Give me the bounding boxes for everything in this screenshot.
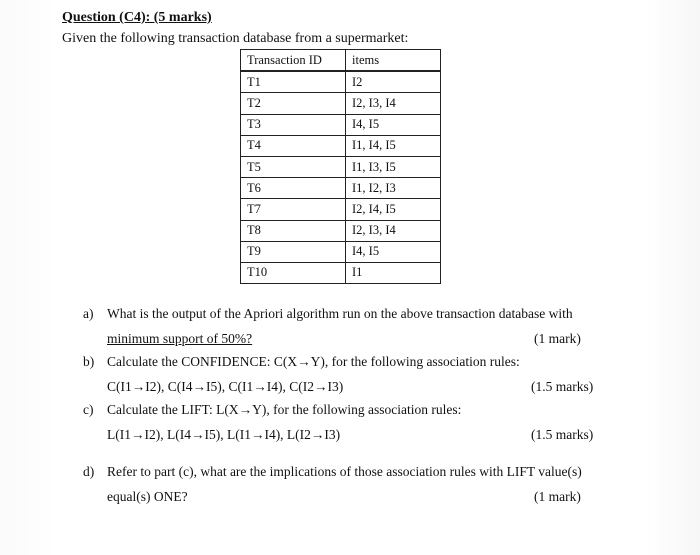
part-a-label: a) <box>83 306 94 321</box>
items-cell: I1, I3, I5 <box>346 156 441 177</box>
part-c-label: c) <box>83 402 94 417</box>
part-a-support-text: minimum support of 50%? <box>107 331 253 346</box>
question-intro: Given the following transaction database from a supermarket: <box>62 31 409 46</box>
table-row <box>241 199 441 220</box>
column-header-transaction-id: Transaction ID <box>241 50 346 72</box>
transaction-id-cell: T9 <box>241 241 346 262</box>
table-row <box>241 135 441 156</box>
part-c-question: Calculate the LIFT: L(X→Y), for the following association rules: <box>107 402 462 417</box>
part-c-rules: L(I1→I2), L(I4→I5), L(I1→I4), L(I2→I3) <box>107 427 341 442</box>
items-cell: I4, I5 <box>346 241 441 262</box>
table-row <box>241 178 441 199</box>
items-cell: I1, I4, I5 <box>346 135 441 156</box>
part-b-rules: C(I1→I2), C(I4→I5), C(I1→I4), C(I2→I3) <box>107 379 344 394</box>
table-row <box>241 71 441 93</box>
part-a-question: What is the output of the Apriori algorithm run on the above transaction database with <box>107 306 573 321</box>
items-cell: I2, I4, I5 <box>346 199 441 220</box>
transaction-table <box>240 49 441 284</box>
items-cell: I1, I2, I3 <box>346 178 441 199</box>
part-d-marks: (1 mark) <box>534 489 581 504</box>
transaction-id-cell: T6 <box>241 178 346 199</box>
transaction-id-cell: T10 <box>241 262 346 283</box>
part-c-marks: (1.5 marks) <box>531 427 594 442</box>
part-d-label: d) <box>83 464 95 479</box>
items-cell: I2, I3, I4 <box>346 220 441 241</box>
table-row <box>241 93 441 114</box>
question-heading: Question (C4): (5 marks) <box>62 10 212 25</box>
table-row <box>241 241 441 262</box>
table-row <box>241 220 441 241</box>
table-row <box>241 262 441 283</box>
part-d-continuation: equal(s) ONE? <box>107 489 188 504</box>
part-b-marks: (1.5 marks) <box>531 379 594 394</box>
column-header-items: items <box>346 50 441 72</box>
transaction-id-cell: T3 <box>241 114 346 135</box>
items-cell: I1 <box>346 262 441 283</box>
items-cell: I4, I5 <box>346 114 441 135</box>
part-b-label: b) <box>83 354 95 369</box>
transaction-id-cell: T5 <box>241 156 346 177</box>
part-d-question: Refer to part (c), what are the implications of those association rules with LIFT value(s) <box>107 464 582 479</box>
items-cell: I2 <box>346 71 441 93</box>
transaction-id-cell: T7 <box>241 199 346 220</box>
table-row <box>241 156 441 177</box>
transaction-id-cell: T1 <box>241 71 346 93</box>
transaction-id-cell: T2 <box>241 93 346 114</box>
part-a-marks: (1 mark) <box>534 331 581 346</box>
transaction-id-cell: T8 <box>241 220 346 241</box>
table-header-row <box>241 50 441 72</box>
transaction-id-cell: T4 <box>241 135 346 156</box>
table-row <box>241 114 441 135</box>
items-cell: I2, I3, I4 <box>346 93 441 114</box>
part-b-question: Calculate the CONFIDENCE: C(X→Y), for the following association rules: <box>107 354 520 369</box>
